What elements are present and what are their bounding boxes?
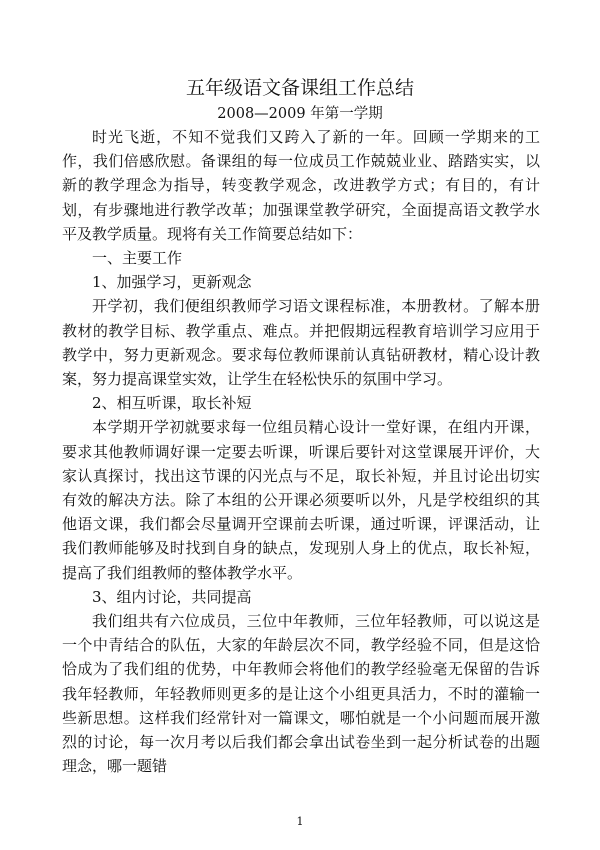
item-1-paragraph: 开学初，我们便组织教师学习语文课程标准，本册教材。了解本册教材的教学目标、教学重点、难点。并把假期远程教育培训学习应用于教学中，努力更新观念。要求每位教师课前认真钻研教材，精心设计教案，努力提高课堂实效，让学生在轻松快乐的氛围中学习。: [62, 297, 540, 389]
document-title: 五年级语文备课组工作总结: [185, 77, 414, 99]
item-1-heading: 1、加强学习，更新观念: [92, 273, 252, 292]
intro-paragraph: 时光飞逝，不知不觉我们又跨入了新的一年。回顾一学期来的工作，我们倍感欣慰。备课组的每一位成员工作兢兢业业、踏踏实实，以新的教学理念为指导，转变教学观念，改进教学方式；有目的，有计划，有步骤地进行教学改革；加强课堂教学研究，全面提高语文教学水平及教学质量。现将有关工作简要总结如下：: [62, 128, 540, 243]
document-body: [62, 125, 540, 778]
document-subtitle: 2008—2009 年第一学期: [217, 106, 383, 122]
item-2-heading: 2、相互听课，取长补短: [92, 394, 252, 413]
item-3-heading: 3、组内讨论，共同提高: [92, 587, 252, 606]
item-2-paragraph: 本学期开学初就要求每一位组员精心设计一堂好课，在组内开课，要求其他教师调好课一定要去听课，听课后要针对这堂课展开评价，大家认真探讨，找出这节课的闪光点与不足，取长补短，并且讨论出切实有效的解决方法。除了本组的公开课必须要听以外，凡是学校组织的其他语文课，我们都会尽量调开空课前去听课，通过听课，评课活动，让我们教师能够及时找到自身的缺点，发现别人身上的优点，取长补短，提高了我们组教师的整体教学水平。: [62, 418, 540, 582]
section-heading: 一、主要工作: [92, 249, 183, 268]
item-3-paragraph: 我们组共有六位成员，三位中年教师，三位年轻教师，可以说这是一个中青结合的队伍，大家的年龄层次不同，教学经验不同，但是这恰恰成为了我们组的优势，中年教师会将他们的教学经验毫无保留的告诉我年轻教师，年轻教师则更多的是让这个小组更具活力，不时的灌输一些新思想。这样我们经常针对一篇课文，哪怕就是一个小问题而展开激烈的讨论，每一次月考以后我们都会拿出试卷坐到一起分析试卷的出题理念，哪一题错: [62, 612, 540, 776]
page-number: 1: [296, 815, 304, 828]
